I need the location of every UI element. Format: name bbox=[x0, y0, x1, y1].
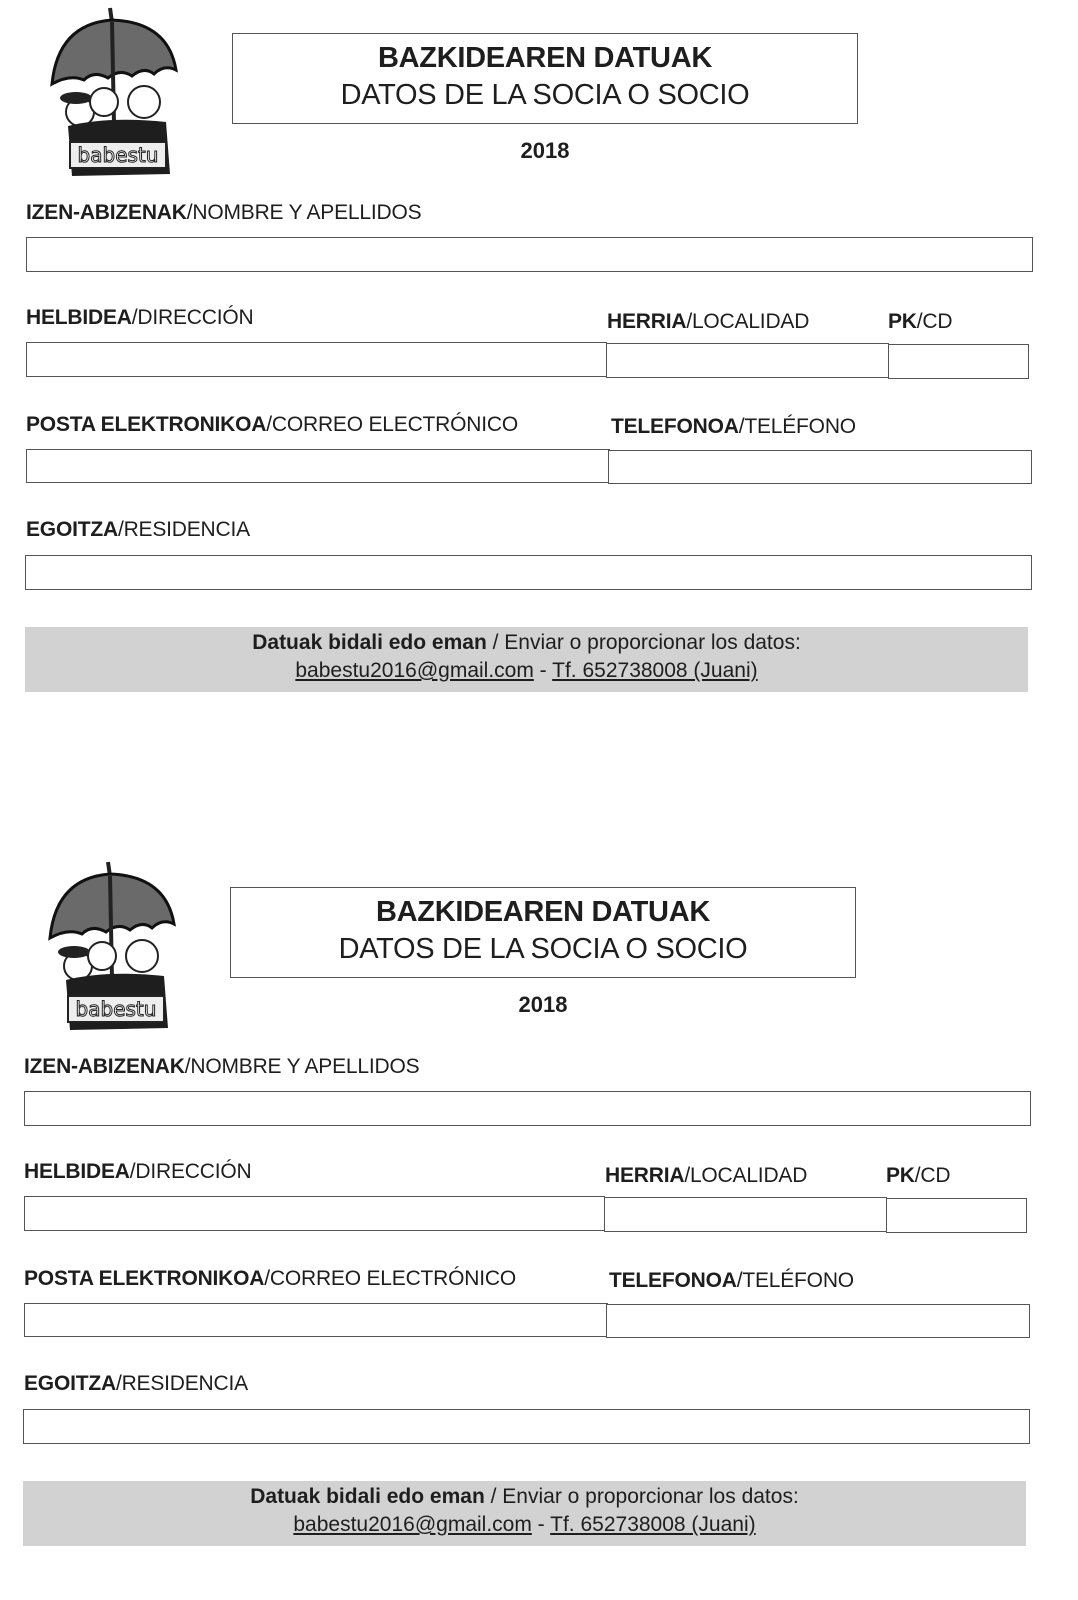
name-label bbox=[24, 1055, 419, 1079]
contact-phone: Tf. 652738008 (Juani) bbox=[550, 1513, 756, 1536]
address-field[interactable] bbox=[24, 1196, 605, 1231]
phone-label-eu: TELEFONOA bbox=[609, 1269, 737, 1292]
title-basque: BAZKIDEAREN DATUAK bbox=[376, 896, 710, 928]
town-label-eu: HERRIA bbox=[605, 1164, 685, 1187]
postal-code-label bbox=[886, 1164, 950, 1188]
town-label-es: /LOCALIDAD bbox=[684, 1164, 808, 1187]
postal-code-field[interactable] bbox=[886, 1198, 1027, 1233]
residence-label-eu: EGOITZA bbox=[24, 1372, 116, 1395]
membership-form-1 bbox=[0, 0, 1078, 720]
address-label bbox=[24, 1160, 251, 1184]
residence-label bbox=[24, 1372, 248, 1396]
year: 2018 bbox=[520, 138, 570, 163]
town-field[interactable] bbox=[604, 1197, 887, 1232]
residence-label bbox=[26, 518, 250, 542]
town-field[interactable] bbox=[606, 343, 889, 378]
postal-code-field[interactable] bbox=[888, 344, 1029, 379]
email-label bbox=[24, 1267, 516, 1291]
residence-field[interactable] bbox=[23, 1409, 1030, 1444]
send-label-eu: Datuak bidali edo eman bbox=[252, 631, 487, 654]
residence-label-eu: EGOITZA bbox=[26, 518, 118, 541]
postal-code-label-eu: PK bbox=[886, 1164, 915, 1187]
title-basque: BAZKIDEAREN DATUAK bbox=[378, 42, 712, 74]
email-label bbox=[26, 413, 518, 437]
title-box bbox=[232, 33, 858, 124]
name-label bbox=[26, 201, 421, 225]
membership-form-2 bbox=[0, 854, 1076, 1574]
town-label bbox=[605, 1164, 807, 1188]
contact-banner bbox=[23, 1481, 1026, 1546]
residence-field[interactable] bbox=[25, 555, 1032, 590]
email-label-eu: POSTA ELEKTRONIKOA bbox=[24, 1267, 265, 1290]
town-label-eu: HERRIA bbox=[607, 310, 687, 333]
year: 2018 bbox=[518, 992, 568, 1017]
title-spanish: DATOS DE LA SOCIA O SOCIO bbox=[338, 933, 748, 965]
title-box bbox=[230, 887, 856, 978]
name-label-eu: IZEN-ABIZENAK bbox=[24, 1055, 185, 1078]
address-field[interactable] bbox=[26, 342, 607, 377]
town-label-es: /LOCALIDAD bbox=[686, 310, 810, 333]
email-field[interactable] bbox=[24, 1303, 608, 1337]
postal-code-label-es: /CD bbox=[914, 1164, 951, 1187]
phone-label-es: /TELÉFONO bbox=[738, 415, 856, 438]
residence-label-es: /RESIDENCIA bbox=[117, 518, 250, 541]
babestu-logo bbox=[46, 858, 182, 1034]
email-field[interactable] bbox=[26, 449, 610, 483]
address-label-es: /DIRECCIÓN bbox=[129, 1160, 252, 1183]
phone-field[interactable] bbox=[606, 1304, 1030, 1338]
address-label bbox=[26, 306, 253, 330]
postal-code-label-eu: PK bbox=[888, 310, 917, 333]
postal-code-label bbox=[888, 310, 952, 334]
email-label-es: /CORREO ELECTRÓNICO bbox=[266, 413, 518, 436]
phone-label-es: /TELÉFONO bbox=[736, 1269, 854, 1292]
name-label-es: /NOMBRE Y APELLIDOS bbox=[186, 201, 422, 224]
name-field[interactable] bbox=[24, 1091, 1031, 1126]
address-label-eu: HELBIDEA bbox=[24, 1160, 130, 1183]
address-label-eu: HELBIDEA bbox=[26, 306, 132, 329]
contact-email-link[interactable]: babestu2016@gmail.com bbox=[293, 1513, 532, 1536]
contact-banner bbox=[25, 627, 1028, 692]
postal-code-label-es: /CD bbox=[916, 310, 953, 333]
phone-label bbox=[611, 415, 856, 439]
contact-email-link[interactable]: babestu2016@gmail.com bbox=[295, 659, 534, 682]
send-label-es: / Enviar o proporcionar los datos: bbox=[484, 1485, 799, 1508]
name-field[interactable] bbox=[26, 237, 1033, 272]
babestu-logo bbox=[48, 4, 184, 180]
email-label-eu: POSTA ELEKTRONIKOA bbox=[26, 413, 267, 436]
svg-text:babestu: babestu bbox=[75, 997, 157, 1021]
send-label-eu: Datuak bidali edo eman bbox=[250, 1485, 485, 1508]
phone-label-eu: TELEFONOA bbox=[611, 415, 739, 438]
address-label-es: /DIRECCIÓN bbox=[131, 306, 254, 329]
name-label-eu: IZEN-ABIZENAK bbox=[26, 201, 187, 224]
name-label-es: /NOMBRE Y APELLIDOS bbox=[184, 1055, 420, 1078]
phone-label bbox=[609, 1269, 854, 1293]
town-label bbox=[607, 310, 809, 334]
contact-separator: - bbox=[531, 1513, 551, 1536]
contact-separator: - bbox=[533, 659, 553, 682]
title-spanish: DATOS DE LA SOCIA O SOCIO bbox=[340, 79, 750, 111]
contact-phone: Tf. 652738008 (Juani) bbox=[552, 659, 758, 682]
phone-field[interactable] bbox=[608, 450, 1032, 484]
residence-label-es: /RESIDENCIA bbox=[115, 1372, 248, 1395]
email-label-es: /CORREO ELECTRÓNICO bbox=[264, 1267, 516, 1290]
send-label-es: / Enviar o proporcionar los datos: bbox=[486, 631, 801, 654]
svg-text:babestu: babestu bbox=[77, 143, 159, 167]
